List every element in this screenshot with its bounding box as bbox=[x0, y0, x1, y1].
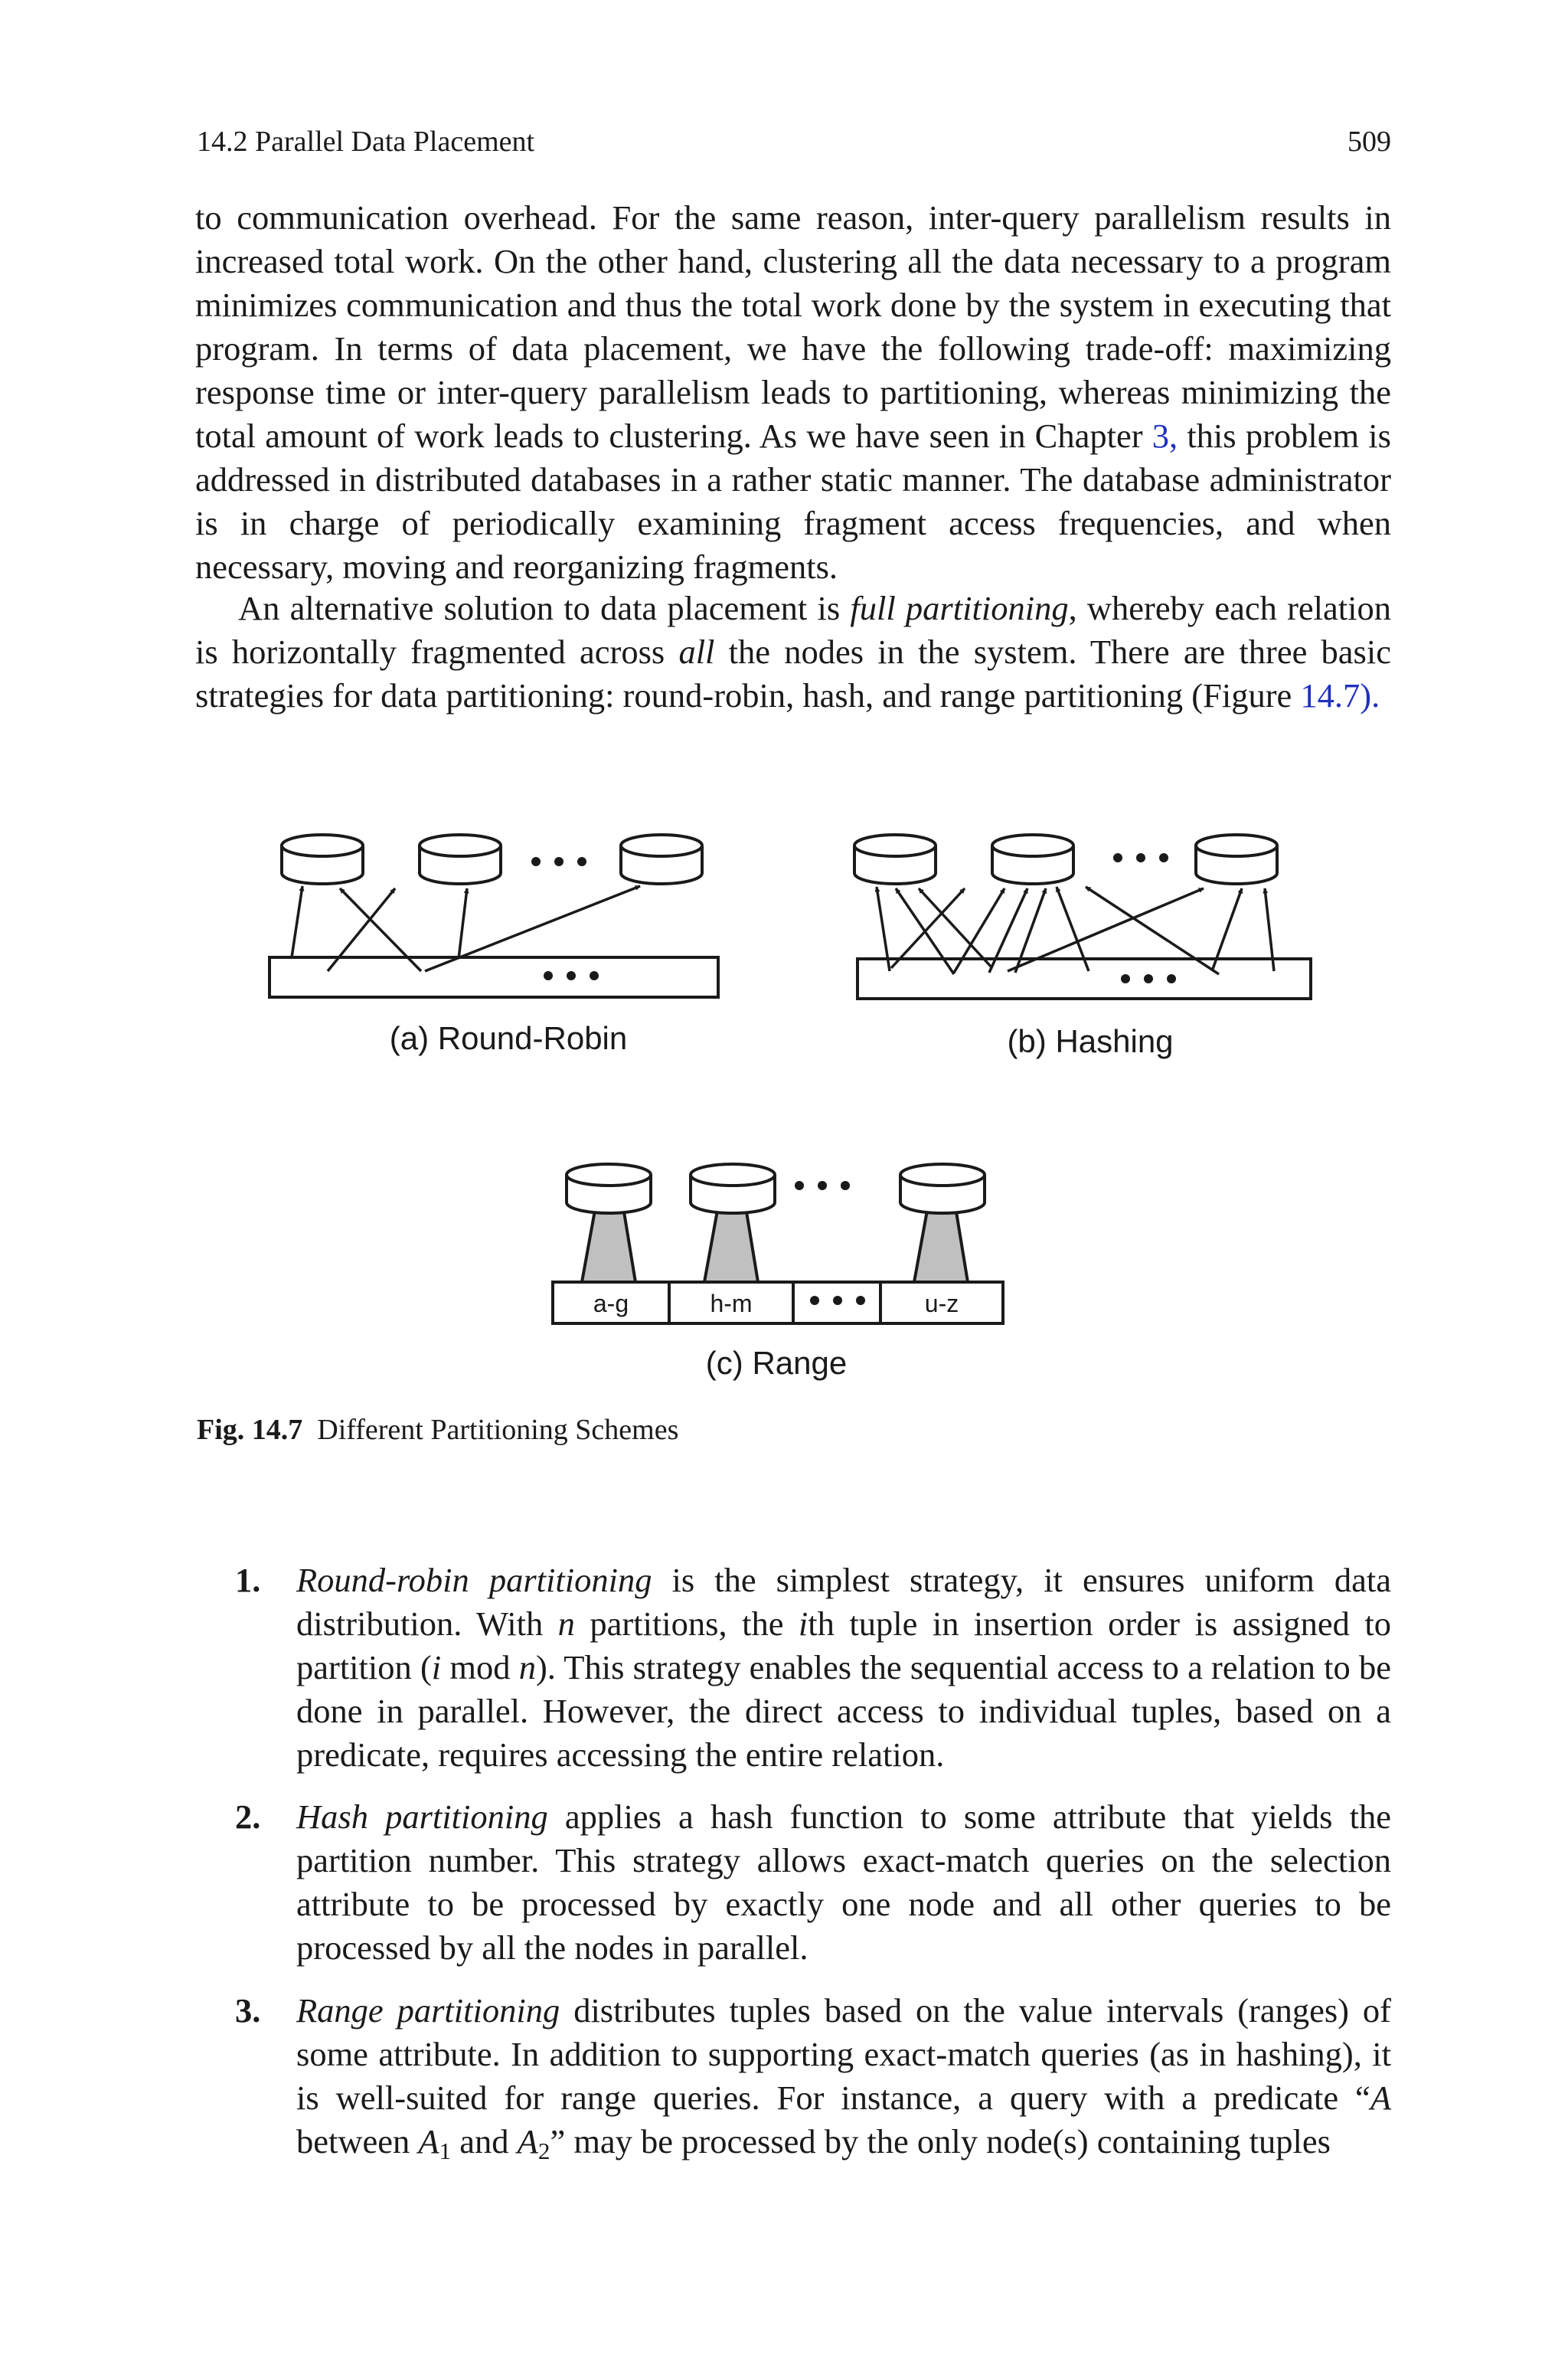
label-hashing: (b) Hashing bbox=[1007, 1023, 1174, 1059]
label-range: (c) Range bbox=[705, 1345, 848, 1381]
disk-icon bbox=[691, 1164, 775, 1213]
relation-bar bbox=[270, 957, 718, 997]
disk-icon bbox=[282, 835, 363, 884]
figure-caption bbox=[197, 1413, 678, 1447]
list-item: 1. Round-robin partitioning is the simplest strategy, it ensures uniform data distribution. With n partitions, the ith tuple in insertion order is assigned to partition (i mod n). This strategy enables the sequential access to a relation to be done in parallel. However, the direct access to individual tuples, based on a predicate, requires accessing the entire relation. bbox=[235, 1561, 1391, 1774]
list-item: 2. Hash partitioning applies a hash function to some attribute that yields the partition number. This strategy allows exact-match queries on the selection attribute to be processed by exactly one node and all other queries to be processed by all the nodes in parallel. bbox=[235, 1797, 1392, 1967]
round-robin-diagram bbox=[270, 835, 718, 997]
figure-14-7-link[interactable]: 14.7). bbox=[1300, 676, 1380, 715]
range-cell-a-g: a-g bbox=[593, 1290, 629, 1317]
disk-icon bbox=[900, 1164, 985, 1213]
disk-icon bbox=[621, 835, 702, 884]
relation-bar bbox=[858, 959, 1311, 999]
page-number: 509 bbox=[1348, 126, 1391, 158]
disk-icon bbox=[1196, 835, 1277, 884]
chapter-3-link[interactable]: 3, bbox=[1152, 417, 1178, 455]
disk-icon bbox=[854, 835, 936, 884]
section-title: 14.2 Parallel Data Placement bbox=[197, 126, 535, 158]
caption-text: Different Partitioning Schemes bbox=[317, 1414, 679, 1446]
full-partitioning-term: full partitioning bbox=[850, 589, 1069, 627]
hashing-diagram bbox=[854, 835, 1311, 999]
range-cell-h-m: h-m bbox=[710, 1290, 753, 1317]
label-round-robin: (a) Round-Robin bbox=[389, 1020, 628, 1056]
paragraph-2: An alternative solution to data placement is full partitioning, whereby each relation is horizontally fragmented across all the nodes in the system. There are three basic strategies for data partitioning: round-robin, hash, and range partitioning (Figure 14.7). bbox=[195, 589, 1391, 715]
range-cell-u-z: u-z bbox=[924, 1290, 959, 1317]
caption-label: Fig. 14.7 bbox=[197, 1414, 303, 1446]
list-item: 3. Range partitioning distributes tuples based on the value intervals (ranges) of some attribute. In addition to supporting exact-match queries (as in hashing), it is well-suited for range queries. For instance, a query with a predicate “A between $A_1$ and $A_2$” may be processed by the only node(s) containing tuples bbox=[235, 1991, 1391, 2164]
disk-icon bbox=[420, 835, 501, 884]
disk-icon bbox=[992, 835, 1073, 884]
paragraph-1: to communication overhead. For the same reason, inter-query parallelism results in increased total work. On the other hand, clustering all the data necessary to a program minimizes communication and thus the total work done by the system in executing that program. In terms of data placement, we have the following trade-off: maximizing response time or inter-query parallelism leads to partitioning, whereas minimizing the total amount of work leads to clustering. As we have seen in Chapter 3, this problem is addressed in distributed databases in a rather static manner. The database administrator is in charge of periodically examining fragment access frequencies, and when necessary, moving and reorganizing fragments. bbox=[195, 198, 1391, 586]
disk-icon bbox=[567, 1164, 651, 1213]
